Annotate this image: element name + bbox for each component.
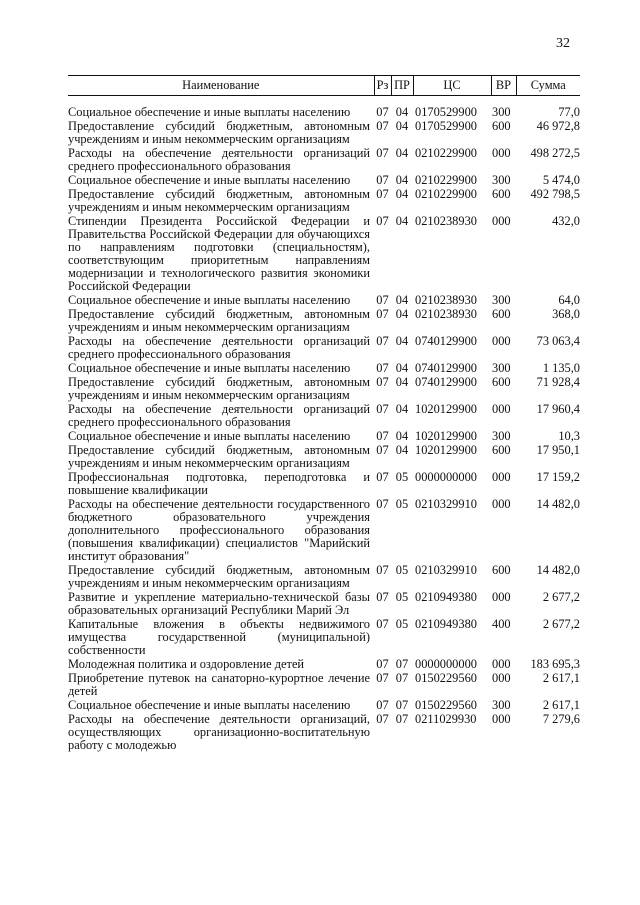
cell-cs: 0150229560: [415, 671, 477, 685]
cell-pr: 05: [395, 590, 409, 604]
cell-rz: 07: [376, 470, 389, 484]
cell-name: Предоставление субсидий бюджетным, автономным учреждениям и иным некоммерческим организациям: [68, 307, 370, 334]
cell-sum: 17 950,1: [536, 443, 580, 457]
cell-rz: 07: [376, 698, 389, 712]
column-header-pr: ПР: [391, 76, 413, 96]
cell-name: Расходы на обеспечение деятельности организаций среднего профессионального образования: [68, 146, 370, 173]
cell-vr: 600: [492, 119, 511, 133]
cell-cs: 1020129900: [415, 429, 477, 443]
cell-rz: 07: [376, 105, 389, 119]
cell-rz: 07: [376, 187, 389, 201]
cell-pr: 07: [395, 698, 409, 712]
cell-vr: 000: [492, 712, 511, 726]
column-header-cs: ЦС: [413, 76, 491, 96]
cell-cs: 0150229560: [415, 698, 477, 712]
cell-name: Социальное обеспечение и иные выплаты населению: [68, 698, 351, 712]
cell-name: Социальное обеспечение и иные выплаты населению: [68, 429, 351, 443]
cell-name: Расходы на обеспечение деятельности организаций среднего профессионального образования: [68, 402, 370, 429]
cell-pr: 07: [395, 671, 409, 685]
cell-name: Молодежная политика и оздоровление детей: [68, 657, 305, 671]
cell-rz: 07: [376, 361, 389, 375]
cell-vr: 300: [492, 105, 511, 119]
table-row: [68, 361, 580, 375]
cell-sum: 77,0: [558, 105, 580, 119]
cell-cs: 0000000000: [415, 470, 477, 484]
cell-vr: 000: [492, 671, 511, 685]
cell-pr: 04: [395, 146, 409, 160]
cell-name: Социальное обеспечение и иные выплаты населению: [68, 105, 351, 119]
cell-rz: 07: [376, 293, 389, 307]
cell-sum: 368,0: [552, 307, 580, 321]
cell-vr: 600: [492, 563, 511, 577]
table-row: [68, 375, 580, 402]
cell-sum: 17 960,4: [536, 402, 580, 416]
cell-vr: 300: [492, 293, 511, 307]
cell-cs: 1020129900: [415, 402, 477, 416]
cell-vr: 600: [492, 375, 511, 389]
cell-rz: 07: [376, 307, 389, 321]
cell-pr: 04: [395, 187, 409, 201]
cell-rz: 07: [376, 334, 389, 348]
cell-sum: 2 617,1: [542, 671, 580, 685]
cell-cs: 0170529900: [415, 105, 477, 119]
column-header-sum: Сумма: [516, 76, 580, 96]
table-row: [68, 96, 580, 120]
cell-cs: 0210229900: [415, 146, 477, 160]
cell-pr: 05: [395, 563, 409, 577]
table-row: [68, 470, 580, 497]
cell-name: Социальное обеспечение и иные выплаты населению: [68, 361, 351, 375]
cell-pr: 05: [395, 497, 409, 511]
table-row: [68, 429, 580, 443]
cell-pr: 07: [395, 712, 409, 726]
table-row: [68, 307, 580, 334]
cell-name: Стипендии Президента Российской Федерации и Правительства Российской Федерации для обучающихся по направлениям подготовки (специальностям), соответствующим приоритетным направлениям модернизации и технологического развития экономики Российской Федерации: [68, 214, 370, 293]
cell-vr: 600: [492, 307, 511, 321]
cell-vr: 000: [492, 334, 511, 348]
cell-pr: 04: [395, 443, 409, 457]
cell-rz: 07: [376, 617, 389, 631]
cell-sum: 183 695,3: [530, 657, 580, 671]
cell-sum: 64,0: [558, 293, 580, 307]
table-row: [68, 146, 580, 173]
cell-name: Социальное обеспечение и иные выплаты населению: [68, 173, 351, 187]
table-row: [68, 657, 580, 671]
cell-rz: 07: [376, 173, 389, 187]
cell-rz: 07: [376, 712, 389, 726]
table-header-row: [68, 76, 580, 96]
cell-vr: 300: [492, 173, 511, 187]
cell-pr: 05: [395, 470, 409, 484]
cell-sum: 71 928,4: [536, 375, 580, 389]
cell-cs: 0211029930: [415, 712, 477, 726]
cell-pr: 04: [395, 307, 409, 321]
budget-table-container: [68, 75, 580, 752]
cell-rz: 07: [376, 657, 389, 671]
cell-rz: 07: [376, 497, 389, 511]
cell-rz: 07: [376, 671, 389, 685]
table-row: [68, 563, 580, 590]
cell-name: Капитальные вложения в объекты недвижимого имущества государственной (муниципальной) собственности: [68, 617, 370, 657]
table-body: [68, 96, 580, 753]
cell-pr: 04: [395, 334, 409, 348]
cell-name: Развитие и укрепление материально-технической базы образовательных организаций Республики Марий Эл: [68, 590, 370, 617]
cell-pr: 04: [395, 429, 409, 443]
table-row: [68, 173, 580, 187]
cell-cs: 0210238930: [415, 293, 477, 307]
table-row: [68, 671, 580, 698]
cell-name: Предоставление субсидий бюджетным, автономным учреждениям и иным некоммерческим организациям: [68, 375, 370, 402]
cell-cs: 0210329910: [415, 563, 477, 577]
cell-sum: 5 474,0: [542, 173, 580, 187]
cell-vr: 000: [492, 146, 511, 160]
cell-pr: 04: [395, 361, 409, 375]
table-row: [68, 497, 580, 563]
cell-rz: 07: [376, 590, 389, 604]
cell-vr: 000: [492, 590, 511, 604]
cell-cs: 0740129900: [415, 361, 477, 375]
cell-vr: 300: [492, 698, 511, 712]
cell-pr: 04: [395, 173, 409, 187]
cell-sum: 1 135,0: [542, 361, 580, 375]
cell-cs: 0170529900: [415, 119, 477, 133]
cell-name: Предоставление субсидий бюджетным, автономным учреждениям и иным некоммерческим организациям: [68, 563, 370, 590]
cell-pr: 04: [395, 214, 409, 228]
cell-cs: 0000000000: [415, 657, 477, 671]
page-number: 32: [556, 36, 570, 51]
cell-sum: 10,3: [558, 429, 580, 443]
cell-rz: 07: [376, 146, 389, 160]
cell-cs: 0210238930: [415, 307, 477, 321]
cell-name: Социальное обеспечение и иные выплаты населению: [68, 293, 351, 307]
table-row: [68, 712, 580, 752]
table-row: [68, 443, 580, 470]
cell-sum: 2 677,2: [542, 617, 580, 631]
cell-vr: 600: [492, 187, 511, 201]
cell-cs: 0210949380: [415, 617, 477, 631]
column-header-vr: ВР: [491, 76, 516, 96]
cell-vr: 000: [492, 497, 511, 511]
cell-cs: 0740129900: [415, 334, 477, 348]
cell-pr: 07: [395, 657, 409, 671]
cell-cs: 0740129900: [415, 375, 477, 389]
cell-name: Расходы на обеспечение деятельности государственного бюджетного образовательного учреждения дополнительного профессионального образования (повышения квалификации) специалистов "Марийский институт образования": [68, 497, 370, 563]
cell-cs: 0210229900: [415, 187, 477, 201]
cell-sum: 17 159,2: [536, 470, 580, 484]
cell-rz: 07: [376, 375, 389, 389]
cell-rz: 07: [376, 429, 389, 443]
cell-name: Предоставление субсидий бюджетным, автономным учреждениям и иным некоммерческим организациям: [68, 443, 370, 470]
table-row: [68, 334, 580, 361]
cell-sum: 2 677,2: [542, 590, 580, 604]
cell-pr: 04: [395, 375, 409, 389]
table-row: [68, 590, 580, 617]
cell-pr: 04: [395, 293, 409, 307]
cell-vr: 000: [492, 657, 511, 671]
cell-rz: 07: [376, 443, 389, 457]
cell-vr: 000: [492, 214, 511, 228]
cell-cs: 0210238930: [415, 214, 477, 228]
cell-name: Предоставление субсидий бюджетным, автономным учреждениям и иным некоммерческим организациям: [68, 187, 370, 214]
cell-sum: 2 617,1: [542, 698, 580, 712]
cell-name: Расходы на обеспечение деятельности организаций среднего профессионального образования: [68, 334, 370, 361]
cell-vr: 300: [492, 361, 511, 375]
cell-sum: 7 279,6: [542, 712, 580, 726]
cell-name: Расходы на обеспечение деятельности организаций, осуществляющих организационно-воспитательную работу с молодежью: [68, 712, 370, 752]
table-row: [68, 293, 580, 307]
cell-cs: 0210329910: [415, 497, 477, 511]
table-row: [68, 698, 580, 712]
cell-cs: 0210229900: [415, 173, 477, 187]
table-header: [68, 76, 580, 96]
cell-sum: 73 063,4: [536, 334, 580, 348]
cell-vr: 400: [492, 617, 511, 631]
cell-name: Профессиональная подготовка, переподготовка и повышение квалификации: [68, 470, 370, 497]
cell-rz: 07: [376, 214, 389, 228]
cell-vr: 300: [492, 429, 511, 443]
table-row: [68, 187, 580, 214]
column-header-name: Наименование: [68, 76, 374, 96]
cell-cs: 1020129900: [415, 443, 477, 457]
cell-sum: 498 272,5: [530, 146, 580, 160]
table-row: [68, 119, 580, 146]
table-row: [68, 617, 580, 657]
cell-name: Приобретение путевок на санаторно-курортное лечение детей: [68, 671, 370, 698]
cell-rz: 07: [376, 563, 389, 577]
cell-vr: 000: [492, 470, 511, 484]
cell-name: Предоставление субсидий бюджетным, автономным учреждениям и иным некоммерческим организациям: [68, 119, 370, 146]
table-row: [68, 214, 580, 293]
cell-rz: 07: [376, 402, 389, 416]
cell-sum: 14 482,0: [536, 563, 580, 577]
table-row: [68, 402, 580, 429]
cell-vr: 600: [492, 443, 511, 457]
cell-sum: 14 482,0: [536, 497, 580, 511]
cell-pr: 04: [395, 402, 409, 416]
cell-rz: 07: [376, 119, 389, 133]
cell-sum: 492 798,5: [530, 187, 580, 201]
cell-sum: 46 972,8: [536, 119, 580, 133]
cell-vr: 000: [492, 402, 511, 416]
column-header-rz: Рз: [374, 76, 391, 96]
cell-pr: 05: [395, 617, 409, 631]
budget-table: [68, 75, 580, 752]
cell-pr: 04: [395, 105, 409, 119]
cell-sum: 432,0: [552, 214, 580, 228]
cell-cs: 0210949380: [415, 590, 477, 604]
cell-pr: 04: [395, 119, 409, 133]
